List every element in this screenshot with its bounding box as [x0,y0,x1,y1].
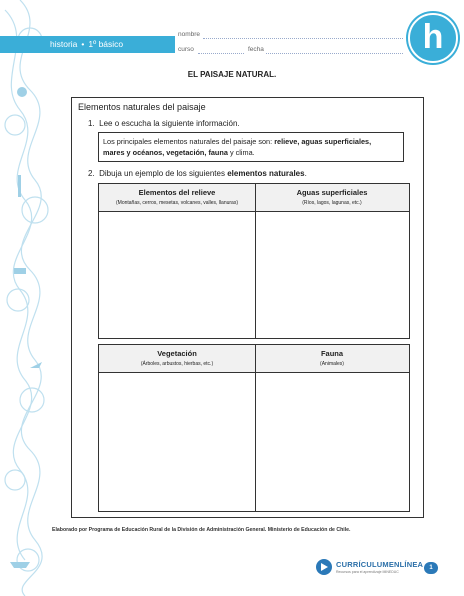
subject-label: historia [50,39,78,49]
history-logo-icon: h [408,13,458,63]
step-2-number: 2. [88,169,95,178]
fauna-header [255,345,409,373]
water-drawing-area[interactable] [256,212,409,338]
step-2 [88,169,307,178]
curriculum-logo-icon [316,559,332,575]
drawing-table-2 [98,344,410,512]
name-label: nombre [178,31,201,38]
step-1 [88,119,240,128]
info-bold-1: relieve, aguas superficiales, [274,137,372,146]
info-text-2: y clima. [227,148,255,157]
grade-label: 1º básico [88,39,124,49]
relief-examples: (Montañas, cerros, mesetas, volcanes, valles, llanuras) [116,200,238,206]
brand-name: CURRÍCULUMENLÍNEA [336,560,424,569]
info-box [98,132,404,162]
step-2-bold: elementos naturales [227,169,305,178]
relief-drawing-area[interactable] [99,212,255,338]
explorer-icon [18,175,21,197]
relief-header [99,184,255,212]
water-title: Aguas superficiales [296,188,368,197]
curriculum-brand [316,558,424,578]
brand-tagline: Recursos para el aprendizaje MINEDUC [336,570,399,574]
step-2-end: . [304,169,307,178]
subject-bar [0,36,175,53]
globe-icon [17,87,27,97]
fauna-drawing-area[interactable] [256,373,409,511]
box-heading: Elementos naturales del paisaje [78,102,206,112]
water-header [255,184,409,212]
fauna-examples: (Animales) [320,361,344,367]
info-bold-2: mares y océanos, vegetación, fauna [103,148,228,157]
fauna-title: Fauna [320,349,344,358]
drawing-table-1 [98,183,410,339]
footer-credit: Elaborado por Programa de Educación Rural de la División de Administración General. Ministerio de Educación de Chile. [52,527,351,533]
date-label: fecha [248,46,264,53]
crown-icon [14,268,26,274]
info-text-1: Los principales elementos naturales del paisaje son: [103,137,275,146]
date-field[interactable] [266,53,403,54]
vegetation-title: Vegetación [157,349,197,358]
water-examples: (Ríos, lagos, lagunas, etc.) [302,200,362,206]
vegetation-header [99,345,255,373]
bird-icon [30,362,42,368]
separator-dot: • [81,39,85,49]
vegetation-drawing-area[interactable] [99,373,255,511]
step-1-number: 1. [88,119,95,128]
vegetation-examples: (Árboles, arbustos, hierbas, etc.) [140,361,214,367]
activity-box [71,97,424,518]
step-2-text: Dibuja un ejemplo de los siguientes [99,169,228,178]
course-label: curso [178,46,194,53]
step-1-text: Lee o escucha la siguiente información. [99,119,240,128]
name-field[interactable] [203,38,403,39]
page-title: EL PAISAJE NATURAL. [187,70,277,79]
page-number: 1 [424,562,438,574]
relief-title: Elementos del relieve [138,188,216,197]
decorative-swirl-border [0,0,70,596]
course-field[interactable] [198,53,244,54]
